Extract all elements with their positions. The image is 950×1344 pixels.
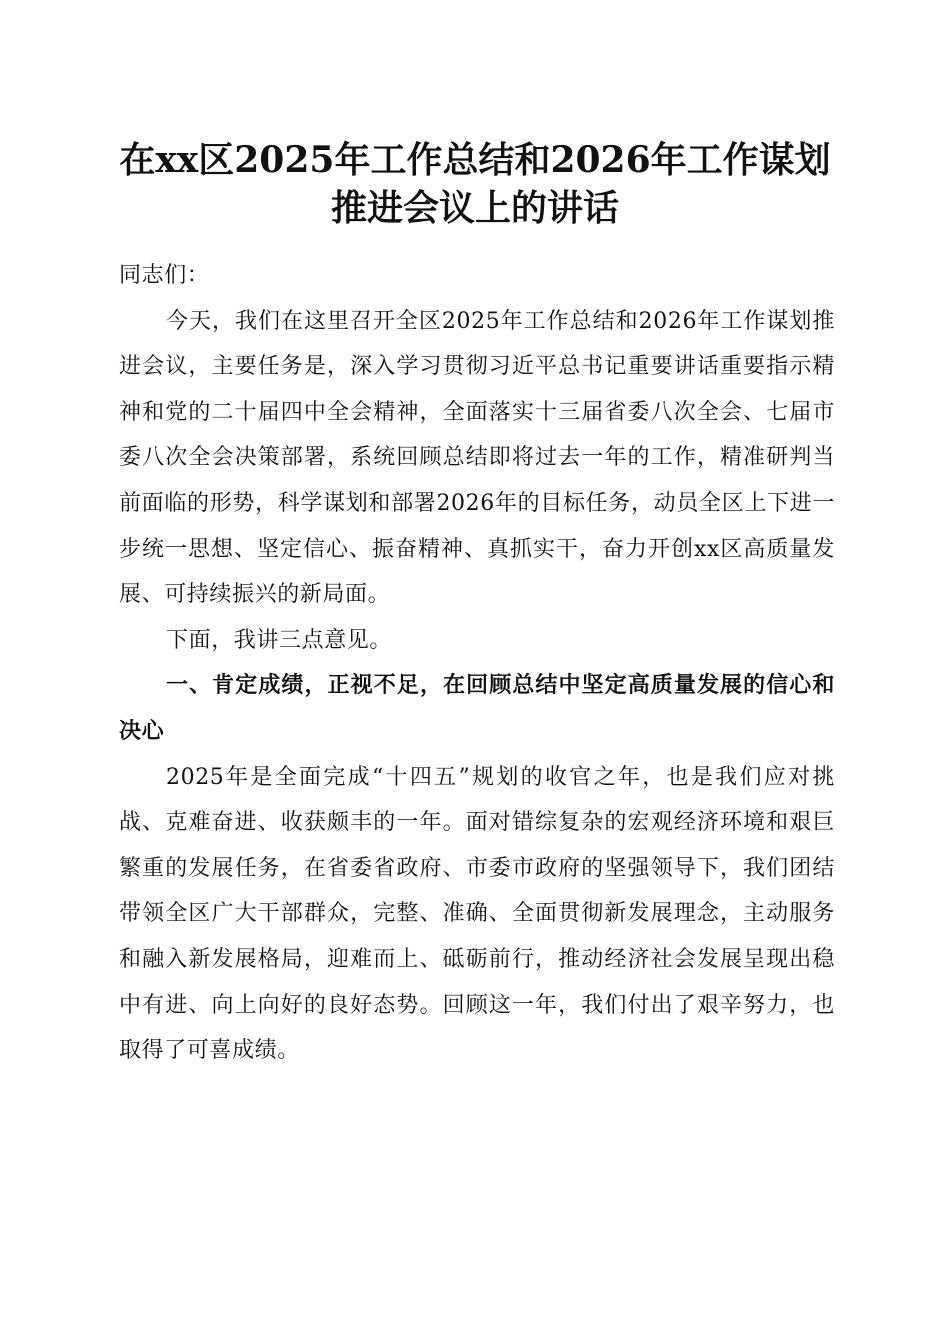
title-line-2: 推进会议上的讲话 [330,187,619,229]
paragraph-review: 2025年是全面完成“十四五”规划的收官之年，也是我们应对挑战、克难奋进、收获颇丰的一年。面对错综复杂的宏观经济环境和艰巨繁重的发展任务，在省委省政府、市委市政府的坚强领导下，我们团结带领全区广大干部群众，完整、准确、全面贯彻新发展理念，主动服务和融入新发展格局，迎难而上、砥砺前行，推动经济社会发展呈现出稳中有进、向上向好的良好态势。回顾这一年，我们付出了艰辛努力，也取得了可喜成绩。 [119,764,835,1064]
paragraph-transition: 下面，我讲三点意见。 [166,627,393,653]
paragraph-opening: 今天，我们在这里召开全区2025年工作总结和2026年工作谋划推进会议，主要任务是，深入学习贯彻习近平总书记重要讲话重要指示精神和党的二十届四中全会精神，全面落实十三届省委八次全会、七届市委八次全会决策部署，系统回顾总结即将过去一年的工作，精准研判当前面临的形势，科学谋划和部署2026年的目标任务，动员全区上下进一步统一思想、坚定信心、振奋精神、真抓实干，奋力开创xx区高质量发展、可持续振兴的新局面。 [119,308,835,608]
document-body [119,253,835,1074]
section-heading-1: 一、肯定成绩，正视不足，在回顾总结中坚定高质量发展的信心和决心 [119,673,835,744]
salutation: 同志们： [119,263,210,288]
title-line-1: 在xx区2025年工作总结和2026年工作谋划 [119,139,831,181]
document-title [100,136,850,232]
